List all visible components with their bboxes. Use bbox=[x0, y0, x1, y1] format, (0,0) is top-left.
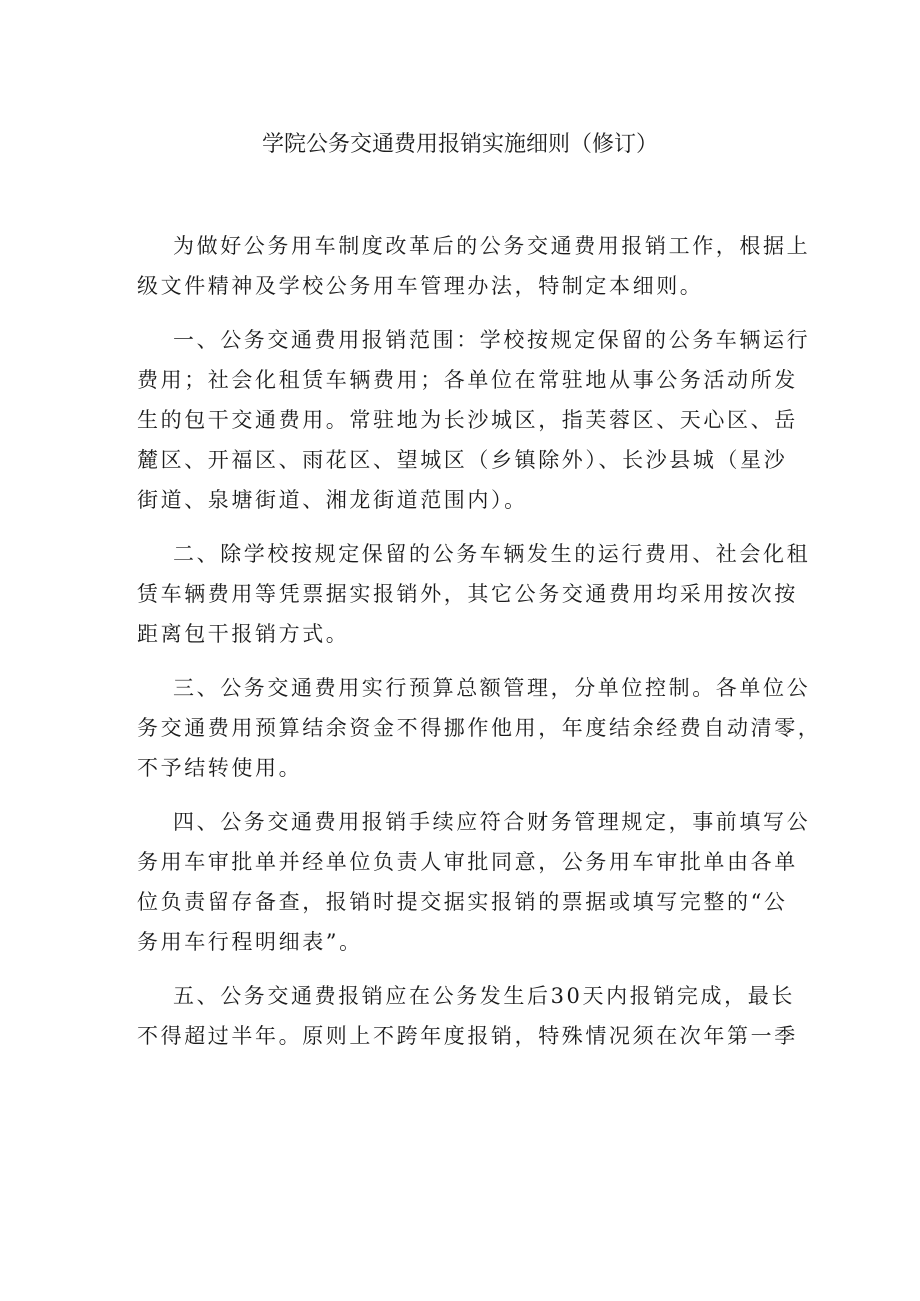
paragraph-line: 不予结转使用。 bbox=[137, 756, 303, 780]
paragraph-line: 位负责留存备查，报销时提交据实报销的票据或填写完整的“公 bbox=[137, 890, 788, 914]
paragraph-section-5 bbox=[137, 976, 797, 1056]
paragraph-section-1 bbox=[137, 320, 811, 520]
paragraph-line: 费用；社会化租赁车辆费用；各单位在常驻地从事公务活动所发 bbox=[137, 368, 798, 392]
paragraph-line: 不得超过半年。原则上不跨年度报销，特殊情况须在次年第一季 bbox=[137, 1024, 798, 1048]
paragraph-section-2 bbox=[137, 534, 811, 654]
paragraph-line: 麓区、开福区、雨花区、望城区（乡镇除外）、长沙县城（星沙 bbox=[137, 448, 788, 472]
paragraph-line: 四、公务交通费用报销手续应符合财务管理规定，事前填写公 bbox=[173, 810, 811, 834]
paragraph-section-4 bbox=[137, 802, 811, 962]
paragraph-line: 一、公务交通费用报销范围：学校按规定保留的公务车辆运行 bbox=[173, 328, 811, 352]
paragraph-line: 务用车审批单并经单位负责人审批同意，公务用车审批单由各单 bbox=[137, 850, 798, 874]
paragraph-line: 务交通费用预算结余资金不得挪作他用，年度结余经费自动清零， bbox=[137, 716, 822, 740]
paragraph-line: 赁车辆费用等凭票据实报销外，其它公务交通费用均采用按次按 bbox=[137, 582, 798, 606]
paragraph-line: 街道、泉塘街道、湘龙街道范围内）。 bbox=[137, 488, 528, 512]
paragraph-line: 生的包干交通费用。常驻地为长沙城区，指芙蓉区、天心区、岳 bbox=[137, 408, 798, 432]
paragraph-line: 为做好公务用车制度改革后的公务交通费用报销工作，根据上 bbox=[173, 234, 811, 258]
paragraph-intro bbox=[137, 226, 811, 306]
paragraph-line: 二、除学校按规定保留的公务车辆发生的运行费用、社会化租 bbox=[173, 542, 811, 566]
paragraph-section-3 bbox=[137, 668, 822, 788]
paragraph-line: 三、公务交通费用实行预算总额管理，分单位控制。各单位公 bbox=[173, 676, 811, 700]
paragraph-line: 五、公务交通费报销应在公务发生后30天内报销完成，最长 bbox=[173, 984, 795, 1008]
paragraph-line: 务用车行程明细表”。 bbox=[137, 930, 363, 954]
document-body bbox=[137, 226, 822, 1070]
paragraph-line: 级文件精神及学校公务用车管理办法，特制定本细则。 bbox=[137, 274, 704, 298]
document-title: 学院公务交通费用报销实施细则（修订） bbox=[261, 132, 658, 157]
paragraph-line: 距离包干报销方式。 bbox=[137, 622, 350, 646]
